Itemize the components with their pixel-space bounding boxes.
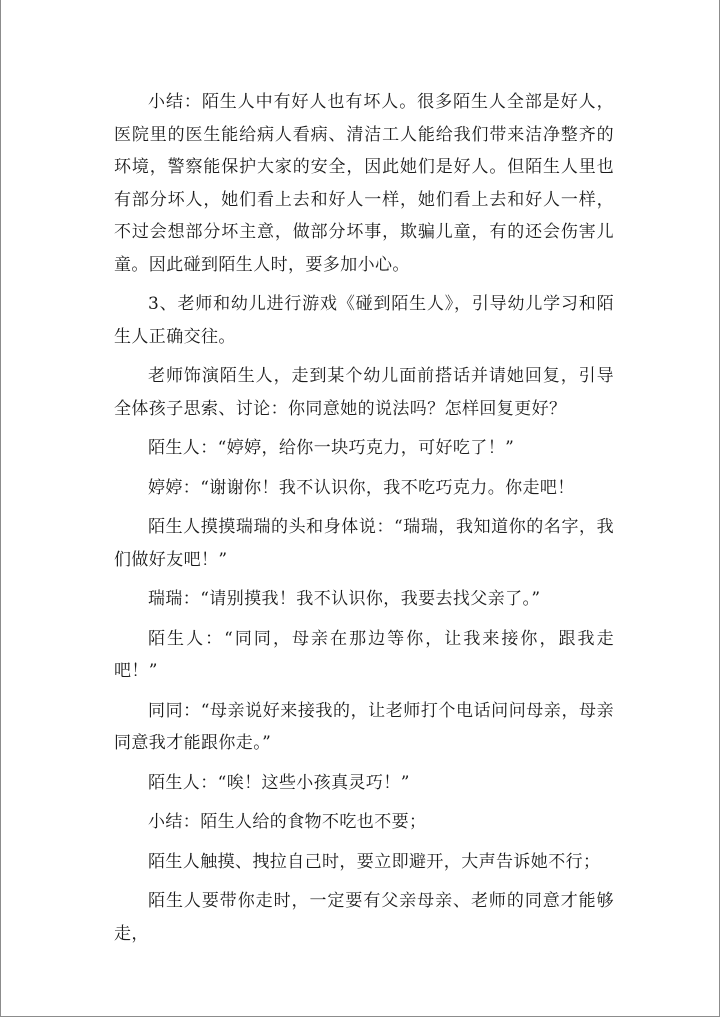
dialogue-line: 陌生人：“唉！这些小孩真灵巧！” [148,772,410,793]
paragraph-summary-touch: 陌生人触摸、拽拉自己时，要立即避开，大声告诉她不行； [148,851,601,872]
paragraph-summary-strangers: 小结：陌生人中有好人也有坏人。很多陌生人全部是好人，医院里的医生能给病人看病、清洁工人能给我们带来洁净整齐的环境，警察能保护大家的安全，因此她们是好人。但陌生人里也有部分坏人，她们看上去和好人一样，她们看上去和好人一样，不过会想部分坏主意，做部分坏事，欺骗儿童，有的还会伤害儿童。因此碰到陌生人时，要多加小心。 [114,92,614,275]
paragraph-game-intro: 3、老师和幼儿进行游戏《碰到陌生人》，引导幼儿学习和陌生人正确交往。 [114,294,614,347]
dialogue-line: 陌生人摸摸瑞瑞的头和身体说：“瑞瑞，我知道你的名字，我们做好友吧！” [114,517,614,570]
paragraph-summary-leave: 陌生人要带你走时，一定要有父亲母亲、老师的同意才能够走， [114,891,614,944]
dialogue-line: 同同：“母亲说好来接我的，让老师打个电话问问母亲，母亲同意我才能跟你走。” [114,700,614,753]
paragraph-summary-food: 小结：陌生人给的食物不吃也不要； [148,812,427,832]
dialogue-line: 瑞瑞：“请别摸我！我不认识你，我要去找父亲了。” [148,589,541,609]
dialogue-line: 陌生人：“婷婷，给你一块巧克力，可好吃了！” [148,438,515,458]
dialogue-line: 陌生人：“同同，母亲在那边等你，让我来接你，跟我走吧！” [114,628,614,681]
dialogue-line: 婷婷：“谢谢你！我不认识你，我不吃巧克力。你走吧！ [148,477,575,498]
paragraph-teacher-role: 老师饰演陌生人，走到某个幼儿面前搭话并请她回复，引导全体孩子思索、讨论：你同意她的说法吗？怎样回复更好？ [114,366,614,419]
document-body [114,86,614,957]
